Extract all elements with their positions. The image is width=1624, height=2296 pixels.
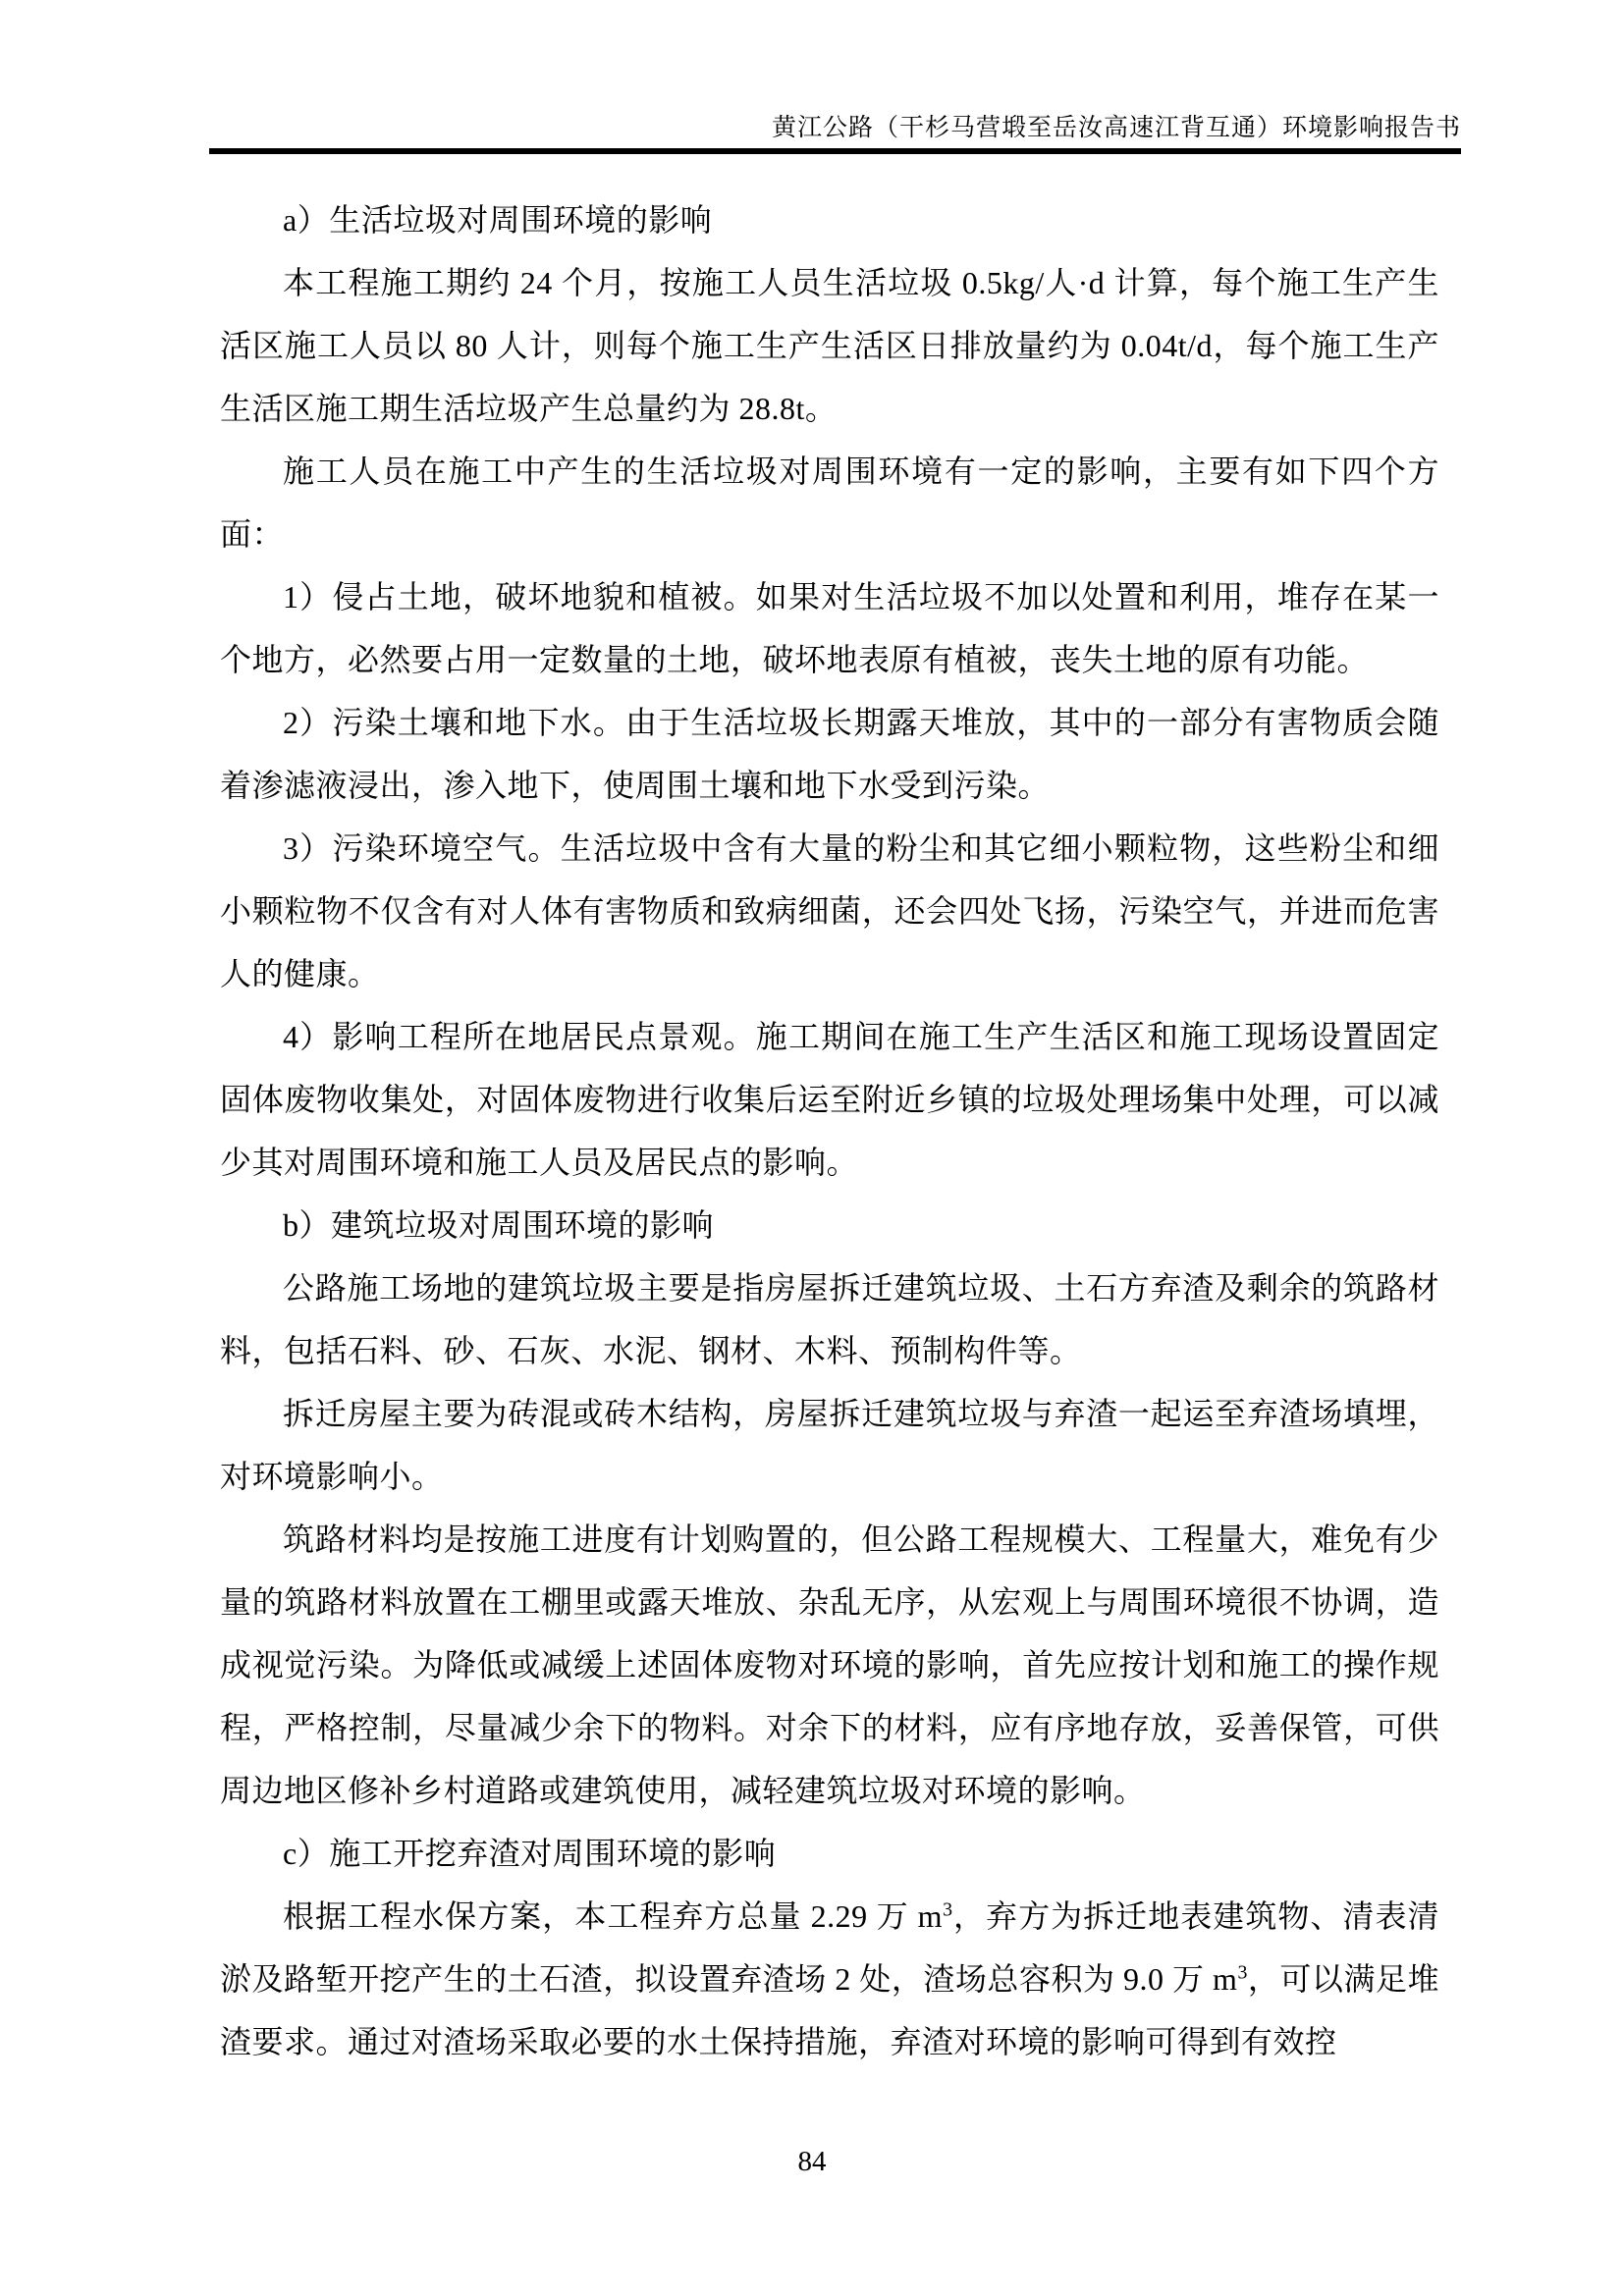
paragraph	[220, 251, 1439, 440]
page-footer	[0, 2146, 1624, 2178]
text-run: 1）侵占土地，破坏地貌和植被。如果对生活垃圾不加以处置和利用，堆存在某一个地方，必然要占用一定数量的土地，破坏地表原有植被，丧失土地的原有功能。	[220, 579, 1439, 677]
header-rule	[209, 148, 1461, 154]
text-run: 公路施工场地的建筑垃圾主要是指房屋拆迁建筑垃圾、土石方弃渣及剩余的筑路材料，包括石料、砂、石灰、水泥、钢材、木料、预制构件等。	[220, 1270, 1439, 1368]
text-run: a）生活垃圾对周围环境的影响	[283, 202, 713, 238]
superscript-exponent: 3	[943, 1898, 953, 1921]
superscript-exponent: 3	[1237, 1961, 1248, 1984]
text-run: ，可以满足堆渣要求。通过对渣场采取必要的水土保持措施，弃渣对环境的影响可得到有效控	[220, 1961, 1439, 2059]
paragraph	[220, 1508, 1439, 1822]
text-run: 根据工程水保方案，本工程弃方总量 2.29 万 m	[283, 1898, 944, 1934]
section-heading	[220, 1822, 1439, 1885]
text-run: 2）污染土壤和地下水。由于生活垃圾长期露天堆放，其中的一部分有害物质会随着渗滤液浸出，渗入地下，使周围土壤和地下水受到污染。	[220, 705, 1439, 803]
text-run: 本工程施工期约 24 个月，按施工人员生活垃圾 0.5kg/人·d 计算，每个施工生产生活区施工人员以 80 人计，则每个施工生产生活区日排放量约为 0.04t/d，每个施工生产生活区施工期生活垃圾产生总量约为 28.8t。	[220, 265, 1439, 426]
text-run: 4）影响工程所在地居民点景观。施工期间在施工生产生活区和施工现场设置固定固体废物收集处，对固体废物进行收集后运至附近乡镇的垃圾处理场集中处理，可以减少其对周围环境和施工人员及居民点的影响。	[220, 1019, 1439, 1180]
page-number: 84	[797, 2146, 827, 2177]
paragraph	[220, 691, 1439, 817]
text-run: 筑路材料均是按施工进度有计划购置的，但公路工程规模大、工程量大，难免有少量的筑路材料放置在工棚里或露天堆放、杂乱无序，从宏观上与周围环境很不协调，造成视觉污染。为降低或减缓上述固体废物对环境的影响，首先应按计划和施工的操作规程，严格控制，尽量减少余下的物料。对余下的材料，应有序地存放，妥善保管，可供周边地区修补乡村道路或建筑使用，减轻建筑垃圾对环境的影响。	[220, 1522, 1439, 1808]
text-run: ，弃方为拆迁地表建筑物、清表清淤及路堑开挖产生的土石渣，拟设置弃渣场 2 处，渣场总容积为 9.0 万 m	[220, 1898, 1439, 1997]
text-run: 拆迁房屋主要为砖混或砖木结构，房屋拆迁建筑垃圾与弃渣一起运至弃渣场填埋，对环境影响小。	[220, 1396, 1439, 1494]
paragraph	[220, 1382, 1439, 1508]
paragraph	[220, 1885, 1439, 2073]
text-run: b）建筑垃圾对周围环境的影响	[283, 1207, 715, 1243]
paragraph	[220, 817, 1439, 1005]
paragraph	[220, 440, 1439, 565]
document-body	[220, 188, 1439, 2073]
text-run: 3）污染环境空气。生活垃圾中含有大量的粉尘和其它细小颗粒物，这些粉尘和细小颗粒物不仅含有对人体有害物质和致病细菌，还会四处飞扬，污染空气，并进而危害人的健康。	[220, 830, 1439, 991]
section-heading	[220, 188, 1439, 251]
paragraph	[220, 1256, 1439, 1382]
text-run: c）施工开挖弃渣对周围环境的影响	[283, 1836, 777, 1871]
header-title: 黄江公路（干杉马营塅至岳汝高速江背互通）环境影响报告书	[771, 115, 1461, 141]
text-run: 施工人员在施工中产生的生活垃圾对周围环境有一定的影响，主要有如下四个方面：	[220, 454, 1439, 552]
paragraph	[220, 565, 1439, 691]
section-heading	[220, 1194, 1439, 1256]
paragraph	[220, 1005, 1439, 1194]
